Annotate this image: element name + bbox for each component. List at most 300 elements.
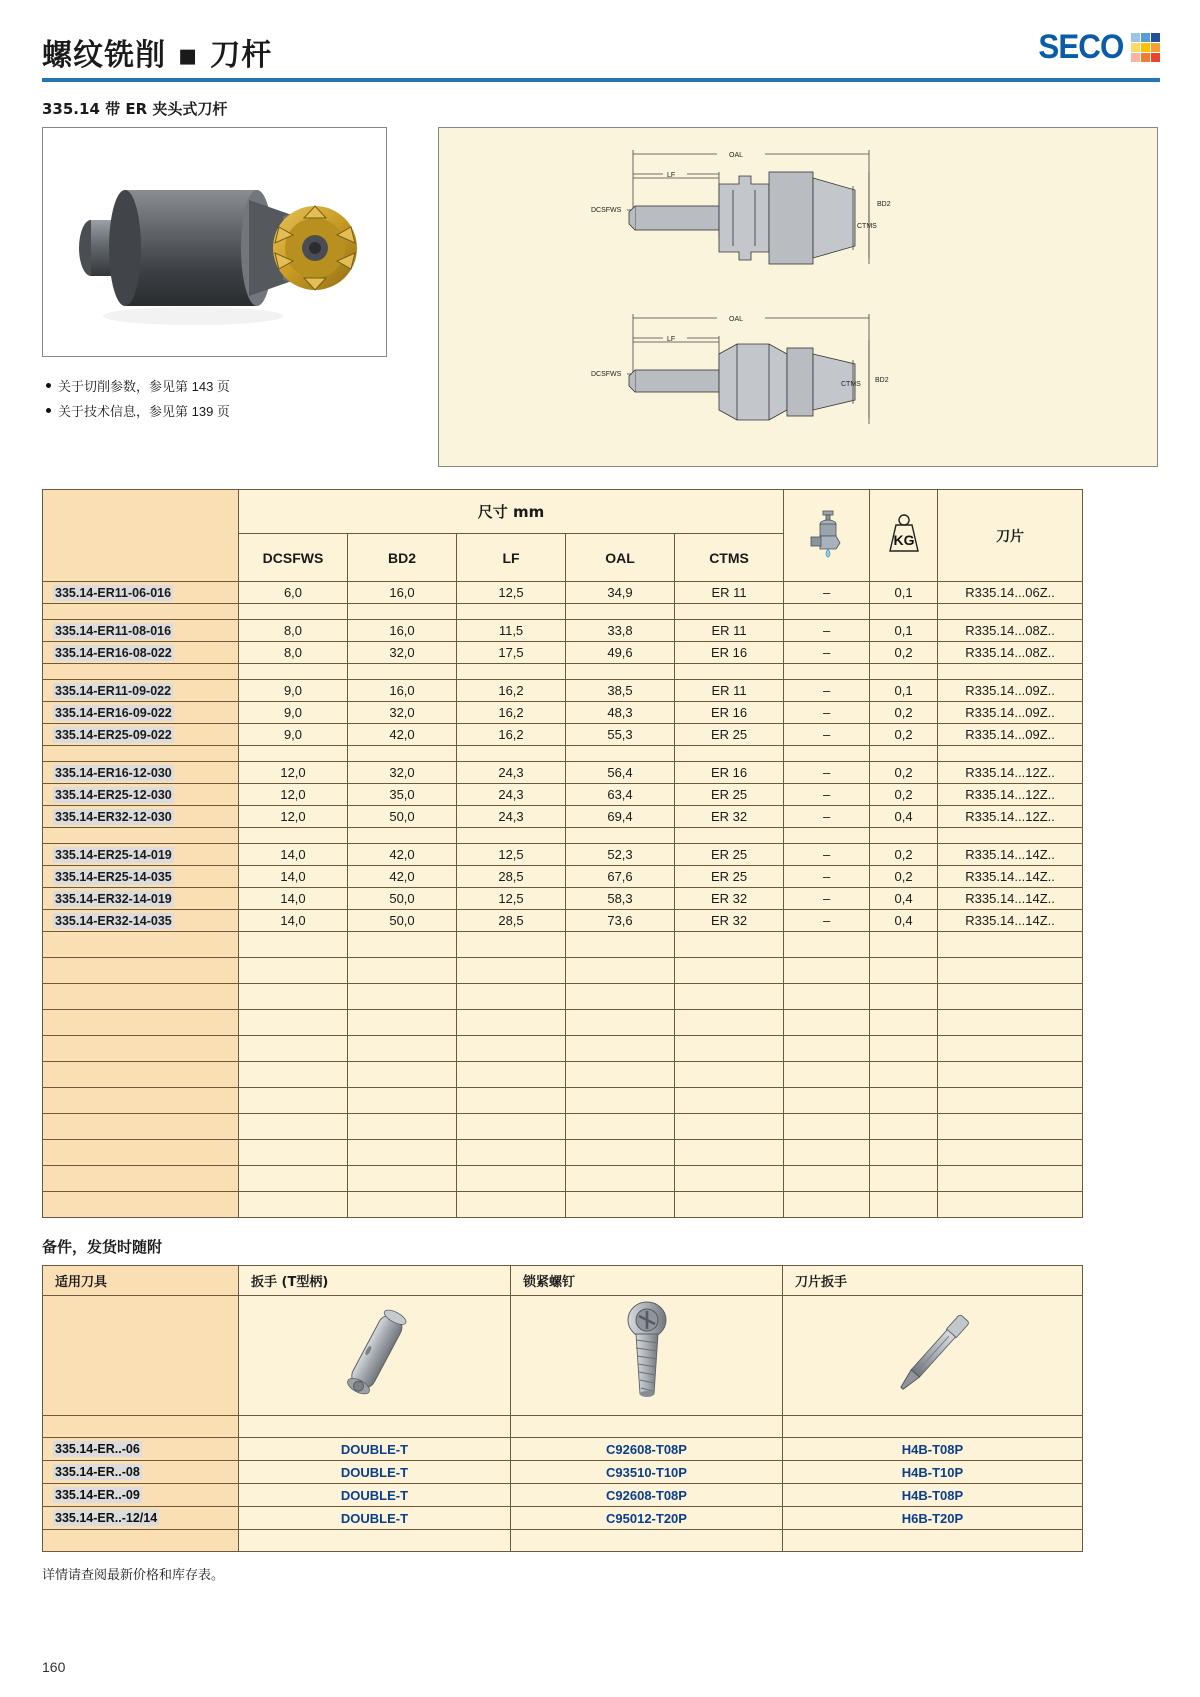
cell-tool: 335.14-ER..-09 (43, 1484, 239, 1507)
empty-cell (938, 958, 1083, 984)
cell-kg: 0,2 (870, 702, 938, 724)
spare-parts-rows (43, 1438, 1083, 1552)
spacer-cell (239, 828, 348, 844)
empty-cell (784, 958, 870, 984)
cell-dcsfws: 14,0 (239, 844, 348, 866)
empty-cell (239, 932, 348, 958)
specifications-table (42, 489, 1083, 1218)
cell-insert: R335.14...14Z.. (938, 888, 1083, 910)
cell-kg: 0,2 (870, 642, 938, 664)
empty-cell (43, 932, 239, 958)
cell-ctms: ER 16 (675, 642, 784, 664)
cell-ctms: ER 16 (675, 702, 784, 724)
empty-cell (938, 1062, 1083, 1088)
empty-cell (239, 1062, 348, 1088)
cell-insert: R335.14...14Z.. (938, 910, 1083, 932)
spacer-cell (43, 746, 239, 762)
cell-coolant: – (784, 806, 870, 828)
cell-model: 335.14-ER11-08-016 (43, 620, 239, 642)
empty-cell (239, 1192, 348, 1218)
spacer-cell (675, 604, 784, 620)
cell-coolant: – (784, 724, 870, 746)
svg-text:CTMS: CTMS (841, 381, 861, 388)
empty-cell (239, 1166, 348, 1192)
spacer-cell (784, 664, 870, 680)
empty-cell (784, 1088, 870, 1114)
empty-cell (348, 1062, 457, 1088)
weight-icon (870, 490, 938, 582)
header-dimensions-group: 尺寸 mm (239, 490, 784, 534)
empty-cell (938, 1088, 1083, 1114)
cell-bd2: 32,0 (348, 642, 457, 664)
cell-coolant: – (784, 582, 870, 604)
spacer-cell (938, 828, 1083, 844)
empty-cell (870, 1166, 938, 1192)
cell-lf: 12,5 (457, 582, 566, 604)
cell-dcsfws: 8,0 (239, 620, 348, 642)
cell-dcsfws: 14,0 (239, 910, 348, 932)
cell-lf: 16,2 (457, 680, 566, 702)
empty-cell (784, 1114, 870, 1140)
empty-cell (566, 1166, 675, 1192)
cell-lf: 24,3 (457, 762, 566, 784)
spare-parts-title: 备件，发货时随附 (42, 1238, 163, 1256)
cell-model: 335.14-ER25-14-019 (43, 844, 239, 866)
header-model-cell (43, 490, 239, 582)
sp-header-tool: 适用刀具 (43, 1266, 239, 1296)
empty-cell (784, 1192, 870, 1218)
spacer-cell (43, 828, 239, 844)
cell-ctms: ER 25 (675, 866, 784, 888)
spacer-cell (457, 664, 566, 680)
empty-cell (239, 1140, 348, 1166)
empty-cell (239, 958, 348, 984)
table-row[interactable] (43, 582, 1083, 604)
table-spacer-row (43, 604, 1083, 620)
empty-cell (457, 1010, 566, 1036)
cell-coolant: – (784, 888, 870, 910)
header-ctms: CTMS (675, 534, 784, 582)
empty-cell (870, 984, 938, 1010)
empty-cell (457, 1088, 566, 1114)
spacer-cell (43, 604, 239, 620)
cell-oal: 49,6 (566, 642, 675, 664)
cell-lf: 24,3 (457, 806, 566, 828)
cell-ctms: ER 16 (675, 762, 784, 784)
cell-kg: 0,1 (870, 582, 938, 604)
cell-wrench: DOUBLE-T (239, 1438, 511, 1461)
cell-bd2: 50,0 (348, 888, 457, 910)
seco-logo-mark (1131, 33, 1160, 62)
empty-cell (675, 1088, 784, 1114)
svg-text:OAL: OAL (729, 152, 744, 159)
cell-tool: 335.14-ER..-12/14 (43, 1507, 239, 1530)
sp-header-wrench: 扳手 (T型柄) (239, 1266, 511, 1296)
cell-insert: R335.14...09Z.. (938, 680, 1083, 702)
empty-cell (784, 1166, 870, 1192)
table-row[interactable] (43, 844, 1083, 866)
empty-cell (870, 932, 938, 958)
cell-dcsfws: 6,0 (239, 582, 348, 604)
cell-key: H4B-T08P (783, 1484, 1083, 1507)
empty-cell (43, 1530, 239, 1552)
spacer-cell (938, 746, 1083, 762)
empty-cell (566, 932, 675, 958)
cell-oal: 55,3 (566, 724, 675, 746)
cell-model: 335.14-ER32-12-030 (43, 806, 239, 828)
empty-cell (938, 1192, 1083, 1218)
cell-kg: 0,2 (870, 866, 938, 888)
cell-kg: 0,2 (870, 784, 938, 806)
cell-ctms: ER 32 (675, 910, 784, 932)
cell-wrench: DOUBLE-T (239, 1461, 511, 1484)
spare-part-row[interactable] (43, 1438, 1083, 1461)
cell-coolant: – (784, 866, 870, 888)
spacer-cell (870, 828, 938, 844)
cell-oal: 58,3 (566, 888, 675, 910)
empty-cell (938, 1166, 1083, 1192)
table-row[interactable] (43, 910, 1083, 932)
insert-key-icon (783, 1296, 1083, 1416)
sp-tool-blank (43, 1296, 239, 1416)
empty-cell (938, 1140, 1083, 1166)
spacer-cell (566, 604, 675, 620)
cell-ctms: ER 32 (675, 888, 784, 910)
table-row[interactable] (43, 680, 1083, 702)
table-empty-row (43, 1010, 1083, 1036)
screw-icon (511, 1296, 783, 1416)
cell-insert: R335.14...08Z.. (938, 642, 1083, 664)
empty-cell (675, 1036, 784, 1062)
cell-kg: 0,1 (870, 620, 938, 642)
cell-dcsfws: 9,0 (239, 680, 348, 702)
table-empty-row (43, 932, 1083, 958)
empty-cell (348, 958, 457, 984)
empty-cell (566, 1140, 675, 1166)
empty-cell (566, 1010, 675, 1036)
cell-oal: 34,9 (566, 582, 675, 604)
sp-spacer (511, 1416, 783, 1438)
cell-bd2: 42,0 (348, 724, 457, 746)
empty-cell (457, 984, 566, 1010)
svg-text:LF: LF (667, 336, 676, 343)
spacer-cell (457, 604, 566, 620)
empty-cell (675, 1140, 784, 1166)
empty-cell (43, 1192, 239, 1218)
empty-cell (348, 1036, 457, 1062)
table-spacer-row (43, 746, 1083, 762)
empty-cell (239, 1114, 348, 1140)
cell-model: 335.14-ER32-14-035 (43, 910, 239, 932)
empty-cell (457, 1192, 566, 1218)
cell-screw: C95012-T20P (511, 1507, 783, 1530)
product-area (40, 127, 1160, 477)
bullet-item: 关于技术信息，参见第 139 页 (44, 400, 230, 425)
svg-text:OAL: OAL (729, 316, 744, 323)
svg-text:BD2: BD2 (877, 201, 891, 208)
cell-screw: C92608-T08P (511, 1438, 783, 1461)
table-empty-row (43, 1114, 1083, 1140)
cell-insert: R335.14...12Z.. (938, 784, 1083, 806)
empty-cell (348, 1010, 457, 1036)
spacer-cell (457, 746, 566, 762)
svg-text:CTMS: CTMS (857, 223, 877, 230)
cell-lf: 12,5 (457, 888, 566, 910)
table-empty-row (43, 1036, 1083, 1062)
empty-cell (348, 932, 457, 958)
cell-bd2: 16,0 (348, 582, 457, 604)
header-lf: LF (457, 534, 566, 582)
spacer-cell (870, 604, 938, 620)
cell-kg: 0,2 (870, 762, 938, 784)
table-row[interactable] (43, 702, 1083, 724)
empty-cell (239, 1530, 511, 1552)
table-row[interactable] (43, 762, 1083, 784)
empty-cell (784, 984, 870, 1010)
cell-oal: 69,4 (566, 806, 675, 828)
spacer-cell (675, 828, 784, 844)
header-oal: OAL (566, 534, 675, 582)
empty-cell (675, 1166, 784, 1192)
empty-cell (784, 1010, 870, 1036)
specifications-rows (43, 582, 1083, 1218)
empty-cell (239, 984, 348, 1010)
spacer-cell (675, 746, 784, 762)
cell-ctms: ER 25 (675, 784, 784, 806)
cell-kg: 0,4 (870, 910, 938, 932)
cell-dcsfws: 14,0 (239, 888, 348, 910)
empty-cell (938, 1010, 1083, 1036)
bullet-item: 关于切削参数，参见第 143 页 (44, 375, 230, 400)
cell-kg: 0,4 (870, 806, 938, 828)
table-empty-row (43, 1192, 1083, 1218)
cell-lf: 11,5 (457, 620, 566, 642)
cell-ctms: ER 11 (675, 680, 784, 702)
empty-cell (566, 1036, 675, 1062)
empty-cell (43, 1140, 239, 1166)
cell-coolant: – (784, 910, 870, 932)
seco-logo (1031, 28, 1160, 67)
empty-cell (938, 1036, 1083, 1062)
cell-model: 335.14-ER25-12-030 (43, 784, 239, 806)
empty-cell (348, 1140, 457, 1166)
cell-coolant: – (784, 784, 870, 806)
cell-insert: R335.14...12Z.. (938, 806, 1083, 828)
empty-cell (457, 932, 566, 958)
cell-bd2: 35,0 (348, 784, 457, 806)
cell-key: H6B-T20P (783, 1507, 1083, 1530)
table-row[interactable] (43, 784, 1083, 806)
cell-ctms: ER 25 (675, 724, 784, 746)
svg-text:DCSFWS: DCSFWS (591, 207, 622, 214)
empty-cell (348, 984, 457, 1010)
product-photo (42, 127, 387, 357)
empty-cell (675, 932, 784, 958)
table-row[interactable] (43, 888, 1083, 910)
table-row[interactable] (43, 806, 1083, 828)
cell-oal: 33,8 (566, 620, 675, 642)
cell-bd2: 50,0 (348, 806, 457, 828)
cell-lf: 28,5 (457, 910, 566, 932)
cell-lf: 17,5 (457, 642, 566, 664)
cell-bd2: 50,0 (348, 910, 457, 932)
cell-ctms: ER 11 (675, 582, 784, 604)
header-rule (42, 78, 1160, 82)
empty-cell (43, 1166, 239, 1192)
cell-lf: 16,2 (457, 702, 566, 724)
cell-key: H4B-T08P (783, 1438, 1083, 1461)
empty-cell (43, 1088, 239, 1114)
spacer-cell (870, 664, 938, 680)
table-row[interactable] (43, 724, 1083, 746)
empty-cell (239, 1088, 348, 1114)
cell-coolant: – (784, 844, 870, 866)
cell-model: 335.14-ER11-06-016 (43, 582, 239, 604)
empty-cell (348, 1166, 457, 1192)
table-empty-row (43, 958, 1083, 984)
sp-header-key: 刀片扳手 (783, 1266, 1083, 1296)
empty-cell (457, 1140, 566, 1166)
empty-cell (239, 1036, 348, 1062)
cell-insert: R335.14...06Z.. (938, 582, 1083, 604)
cell-tool: 335.14-ER..-08 (43, 1461, 239, 1484)
cell-dcsfws: 9,0 (239, 724, 348, 746)
empty-cell (348, 1192, 457, 1218)
cell-bd2: 42,0 (348, 866, 457, 888)
spacer-cell (239, 604, 348, 620)
cell-lf: 12,5 (457, 844, 566, 866)
table-empty-row (43, 1140, 1083, 1166)
spacer-cell (566, 664, 675, 680)
spare-part-row[interactable] (43, 1461, 1083, 1484)
empty-cell (566, 958, 675, 984)
cell-kg: 0,2 (870, 724, 938, 746)
empty-cell (870, 1192, 938, 1218)
table-empty-row (43, 984, 1083, 1010)
sp-spacer (783, 1416, 1083, 1438)
cell-ctms: ER 32 (675, 806, 784, 828)
empty-cell (566, 1062, 675, 1088)
cell-tool: 335.14-ER..-06 (43, 1438, 239, 1461)
spare-part-row[interactable] (43, 1507, 1083, 1530)
table-row[interactable] (43, 620, 1083, 642)
svg-text:DCSFWS: DCSFWS (591, 371, 622, 378)
header-insert: 刀片 (938, 490, 1083, 582)
cell-coolant: – (784, 642, 870, 664)
cell-insert: R335.14...12Z.. (938, 762, 1083, 784)
section-subtitle: 335.14 带 ER 夹头式刀杆 (42, 100, 228, 118)
cell-insert: R335.14...08Z.. (938, 620, 1083, 642)
cell-ctms: ER 25 (675, 844, 784, 866)
cell-ctms: ER 11 (675, 620, 784, 642)
cell-dcsfws: 14,0 (239, 866, 348, 888)
empty-cell (457, 958, 566, 984)
table-empty-row (43, 1088, 1083, 1114)
empty-cell (43, 984, 239, 1010)
empty-cell (43, 958, 239, 984)
empty-cell (870, 1088, 938, 1114)
cell-oal: 67,6 (566, 866, 675, 888)
cell-kg: 0,1 (870, 680, 938, 702)
page-number: 160 (42, 1659, 66, 1675)
spare-part-row[interactable] (43, 1484, 1083, 1507)
cell-model: 335.14-ER32-14-019 (43, 888, 239, 910)
empty-cell (43, 1062, 239, 1088)
empty-cell (675, 958, 784, 984)
empty-cell (870, 1114, 938, 1140)
spacer-cell (784, 746, 870, 762)
empty-cell (566, 1114, 675, 1140)
svg-text:LF: LF (667, 172, 676, 179)
empty-cell (870, 1062, 938, 1088)
table-row[interactable] (43, 642, 1083, 664)
cell-dcsfws: 12,0 (239, 762, 348, 784)
empty-cell (675, 1062, 784, 1088)
cell-model: 335.14-ER25-09-022 (43, 724, 239, 746)
spacer-cell (43, 664, 239, 680)
cell-oal: 56,4 (566, 762, 675, 784)
spacer-cell (348, 664, 457, 680)
page-header (40, 0, 1160, 88)
header-dcsfws: DCSFWS (239, 534, 348, 582)
cell-lf: 16,2 (457, 724, 566, 746)
cell-insert: R335.14...14Z.. (938, 844, 1083, 866)
reference-bullets (44, 375, 230, 424)
empty-cell (938, 1114, 1083, 1140)
dimension-diagram (438, 127, 1158, 467)
wrench-icon (239, 1296, 511, 1416)
empty-cell (784, 1036, 870, 1062)
empty-cell (938, 932, 1083, 958)
coolant-icon (784, 490, 870, 582)
empty-cell (675, 1192, 784, 1218)
spacer-cell (566, 746, 675, 762)
empty-cell (783, 1530, 1083, 1552)
cell-dcsfws: 8,0 (239, 642, 348, 664)
table-row[interactable] (43, 866, 1083, 888)
empty-cell (675, 1010, 784, 1036)
cell-dcsfws: 12,0 (239, 806, 348, 828)
seco-wordmark: SECO (1038, 28, 1123, 66)
table-spacer-row (43, 664, 1083, 680)
cell-model: 335.14-ER16-09-022 (43, 702, 239, 724)
empty-cell (870, 958, 938, 984)
cell-model: 335.14-ER25-14-035 (43, 866, 239, 888)
page-title: 螺纹铣削 ▪ 刀杆 (42, 38, 273, 73)
spacer-cell (784, 828, 870, 844)
cell-coolant: – (784, 702, 870, 724)
empty-cell (43, 1114, 239, 1140)
empty-cell (348, 1114, 457, 1140)
sp-header-screw: 锁紧螺钉 (511, 1266, 783, 1296)
empty-cell (348, 1088, 457, 1114)
spacer-cell (457, 828, 566, 844)
empty-cell (784, 932, 870, 958)
cell-model: 335.14-ER16-12-030 (43, 762, 239, 784)
spacer-cell (938, 664, 1083, 680)
empty-cell (870, 1140, 938, 1166)
cell-oal: 63,4 (566, 784, 675, 806)
empty-cell (870, 1036, 938, 1062)
sp-spacer (239, 1416, 511, 1438)
cell-dcsfws: 12,0 (239, 784, 348, 806)
cell-model: 335.14-ER11-09-022 (43, 680, 239, 702)
spacer-cell (348, 746, 457, 762)
empty-cell (511, 1530, 783, 1552)
svg-text:BD2: BD2 (875, 377, 889, 384)
cell-lf: 28,5 (457, 866, 566, 888)
cell-bd2: 32,0 (348, 702, 457, 724)
